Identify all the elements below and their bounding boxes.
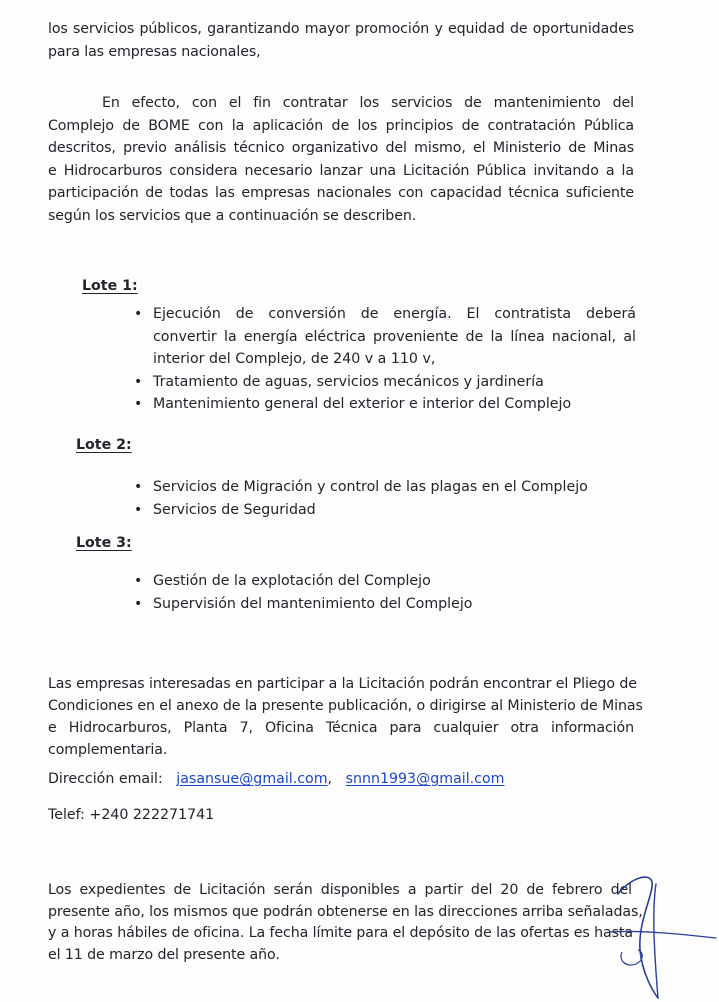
lote-1-heading: Lote 1:: [82, 278, 138, 294]
intro-line: los servicios públicos, garantizando mayor promoción y equidad de oportunidades: [48, 21, 634, 37]
info-line: Las empresas interesadas en participar a la Licitación podrán encontrar el Pliego de: [48, 676, 637, 692]
info-paragraph: [48, 673, 643, 761]
lote-1-items: [128, 303, 636, 416]
list-item-line: Servicios de Seguridad: [153, 501, 316, 518]
purpose-line: e Hidrocarburos considera necesario lanzar una Licitación Pública invitando a la: [48, 162, 634, 179]
email-link-1[interactable]: jasansue@gmail.com: [176, 771, 328, 787]
email-link-2[interactable]: snnn1993@gmail.com: [345, 771, 505, 787]
list-item: [128, 371, 636, 394]
bullet-icon: •: [134, 306, 143, 322]
email-label: Dirección email:: [48, 771, 163, 787]
info-line: Condiciones en el anexo de la presente publicación, o dirigirse al Ministerio de Minas: [48, 698, 643, 714]
list-item-line: convertir la energía eléctrica proveniente de la línea nacional, al: [153, 328, 636, 345]
signature-icon: [600, 860, 719, 1002]
intro-paragraph: [48, 18, 634, 63]
list-item: [128, 593, 636, 616]
info-line: complementaria.: [48, 742, 168, 758]
purpose-line: descritos, previo análisis técnico organizativo del mismo, el Ministerio de Minas: [48, 140, 634, 156]
email-separator: ,: [327, 771, 333, 787]
closing-line: presente año, los mismos que podrán obtenerse en las direcciones arriba señaladas,: [48, 903, 643, 920]
purpose-line: Complejo de BOME con la aplicación de los principios de contratación Pública: [48, 117, 634, 134]
purpose-paragraph: [48, 92, 634, 227]
bullet-icon: •: [134, 373, 143, 390]
bullet-icon: •: [134, 396, 143, 412]
list-item: [128, 393, 636, 416]
list-item-line: interior del Complejo, de 240 v a 110 v,: [153, 351, 436, 367]
list-item-line: Tratamiento de aguas, servicios mecánicos y jardinería: [153, 373, 544, 390]
closing-line: Los expedientes de Licitación serán disponibles a partir del 20 de febrero del: [48, 882, 632, 898]
closing-line: el 11 de marzo del presente año.: [48, 946, 280, 963]
list-item-line: Servicios de Migración y control de las plagas en el Complejo: [153, 479, 588, 495]
bullet-icon: •: [134, 573, 143, 589]
list-item-line: Gestión de la explotación del Complejo: [153, 573, 431, 589]
lote-3-heading: Lote 3:: [76, 535, 132, 551]
email-line: [48, 768, 504, 790]
purpose-line: En efecto, con el fin contratar los servicios de mantenimiento del: [102, 95, 634, 111]
purpose-line: participación de todas las empresas nacionales con capacidad técnica suficiente: [48, 185, 634, 201]
lote-2-items: [128, 476, 636, 521]
list-item-line: Supervisión del mantenimiento del Complejo: [153, 595, 473, 612]
closing-line: y a horas hábiles de oficina. La fecha límite para el depósito de las ofertas es hasta: [48, 925, 633, 941]
bullet-icon: •: [134, 595, 143, 612]
info-line: e Hidrocarburos, Planta 7, Oficina Técnica para cualquier otra información: [48, 720, 634, 736]
bullet-icon: •: [134, 479, 143, 495]
intro-line: para las empresas nacionales,: [48, 43, 261, 60]
purpose-line: según los servicios que a continuación se describen.: [48, 207, 417, 224]
phone-line: Telef: +240 222271741: [48, 807, 215, 823]
list-item-line: Mantenimiento general del exterior e interior del Complejo: [153, 396, 572, 412]
list-item-line: Ejecución de conversión de energía. El contratista deberá: [153, 306, 636, 322]
list-item: [128, 570, 636, 593]
list-item: [128, 499, 636, 522]
list-item: [128, 476, 636, 499]
closing-paragraph: [48, 880, 643, 966]
lote-3-items: [128, 570, 636, 615]
list-item: [128, 303, 636, 371]
bullet-icon: •: [134, 501, 143, 518]
lote-2-heading: Lote 2:: [76, 437, 132, 453]
